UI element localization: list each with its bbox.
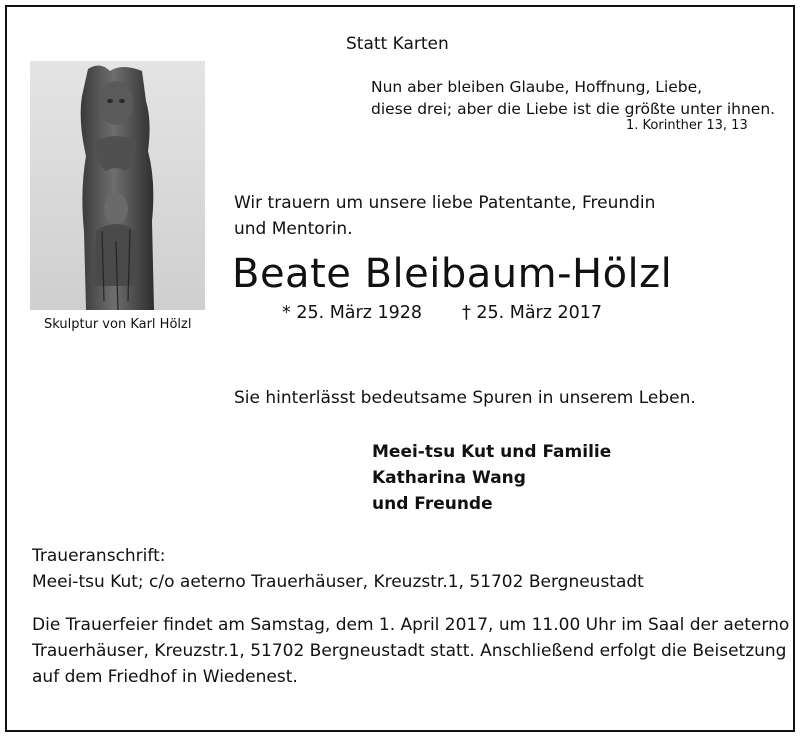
bible-verse bbox=[371, 76, 775, 120]
mourning-line-1: Wir trauern um unsere liebe Patentante, Freundin bbox=[234, 193, 656, 213]
mourning-address bbox=[32, 543, 644, 595]
verse-line-2: diese drei; aber die Liebe ist die größte unter ihnen. bbox=[371, 100, 776, 118]
mourner-line: Meei-tsu Kut und Familie bbox=[372, 442, 612, 462]
verse-reference: 1. Korinther 13, 13 bbox=[626, 118, 748, 133]
ceremony-info bbox=[32, 612, 789, 690]
sculpture-icon bbox=[30, 61, 205, 310]
ceremony-line-2: Trauerhäuser, Kreuzstr.1, 51702 Bergneustadt statt. Anschließend erfolgt die Beisetzung bbox=[32, 641, 787, 661]
sculpture-photo bbox=[30, 61, 205, 310]
verse-line-1: Nun aber bleiben Glaube, Hoffnung, Liebe, bbox=[371, 78, 703, 96]
notice-heading: Statt Karten bbox=[346, 34, 449, 54]
deceased-name: Beate Bleibaum-Hölzl bbox=[232, 251, 673, 297]
mourning-line-2: und Mentorin. bbox=[234, 219, 353, 239]
mourner-line: Katharina Wang bbox=[372, 468, 526, 488]
legacy-text: Sie hinterlässt bedeutsame Spuren in unserem Leben. bbox=[234, 388, 696, 408]
address-value: Meei-tsu Kut; c/o aeterno Trauerhäuser, Kreuzstr.1, 51702 Bergneustadt bbox=[32, 572, 644, 592]
mourning-text bbox=[234, 190, 655, 242]
ceremony-line-1: Die Trauerfeier findet am Samstag, dem 1. April 2017, um 11.00 Uhr im Saal der aeterno bbox=[32, 615, 790, 635]
birth-date: * 25. März 1928 bbox=[282, 303, 423, 323]
mourner-line: und Freunde bbox=[372, 494, 493, 514]
ceremony-line-3: auf dem Friedhof in Wiedenest. bbox=[32, 667, 298, 687]
mourners-list bbox=[372, 439, 611, 517]
address-label: Traueranschrift: bbox=[32, 546, 166, 566]
life-dates bbox=[282, 303, 602, 323]
photo-caption: Skulptur von Karl Hölzl bbox=[44, 317, 192, 332]
death-date: † 25. März 2017 bbox=[462, 303, 603, 323]
